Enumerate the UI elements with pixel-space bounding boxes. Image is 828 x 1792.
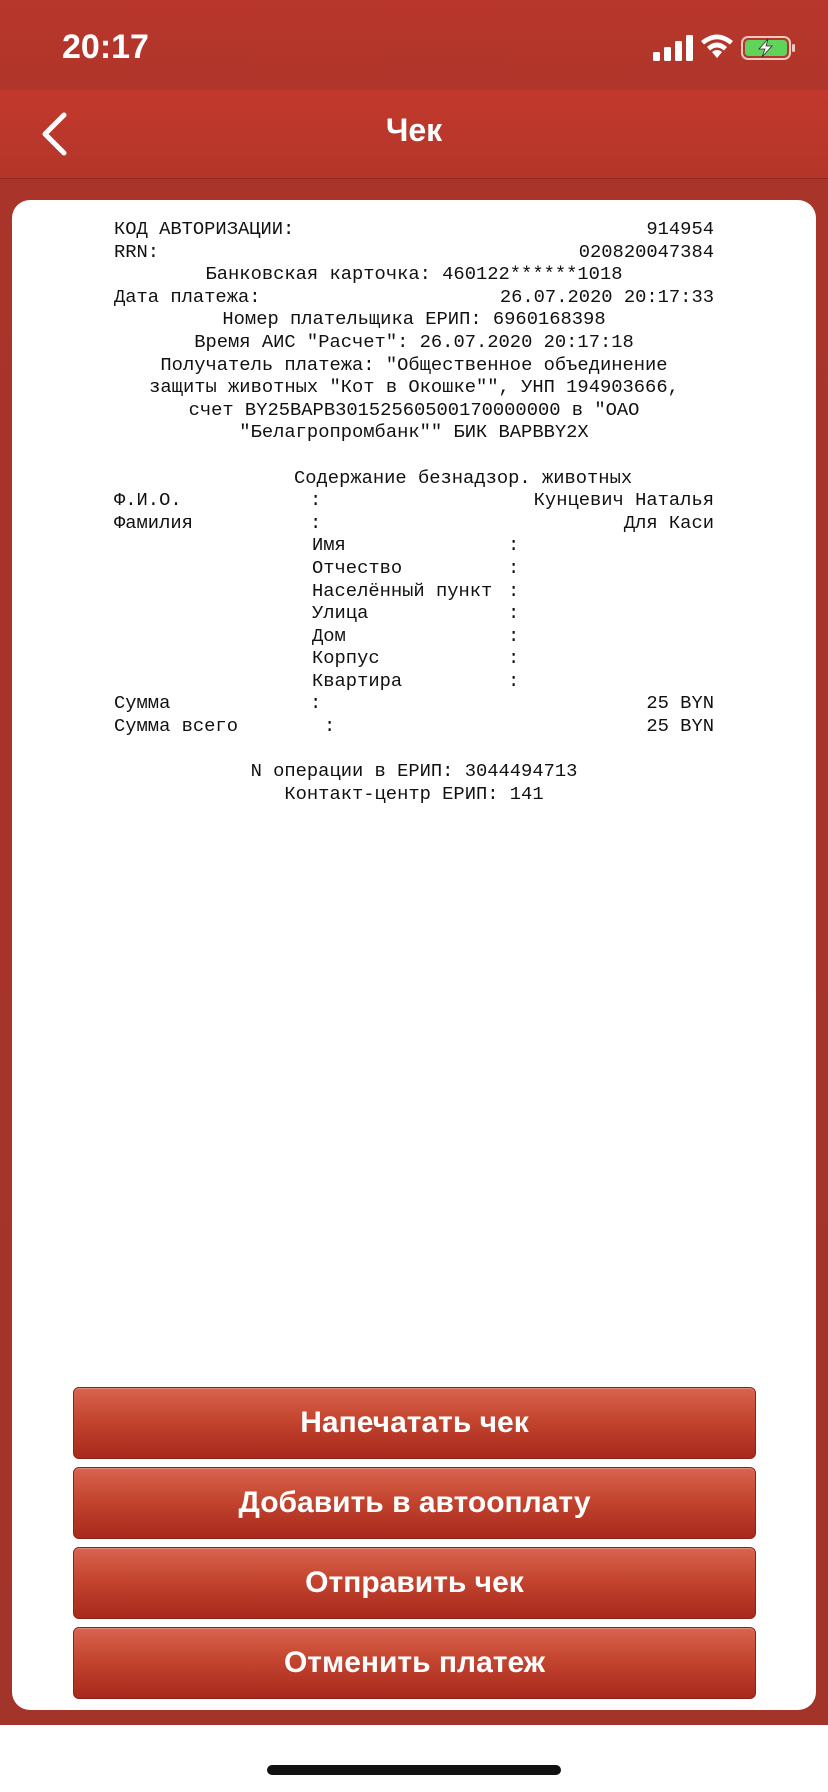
receipt-address-field: Корпус : (312, 647, 520, 670)
receipt-ais-time: Время АИС "Расчет": 26.07.2020 20:17:18 (194, 330, 634, 353)
receipt-text (114, 218, 714, 805)
battery-charging-icon (741, 36, 797, 60)
receipt-sum: Сумма : 25 BYN (114, 692, 714, 715)
status-bar (0, 0, 828, 100)
receipt-service: Содержание безнадзор. животных (294, 466, 633, 489)
send-receipt-button[interactable]: Отправить чек (73, 1547, 756, 1619)
wifi-icon (700, 34, 734, 60)
receipt-fio: Ф.И.О. : Кунцевич Наталья (114, 489, 714, 512)
receipt-address-field: Населённый пункт : (312, 579, 520, 602)
receipt-recipient-line: Получатель платежа: "Общественное объединение (160, 353, 668, 376)
receipt-recipient-line: защиты животных "Кот в Окошке"", УНП 194903666, (149, 376, 679, 399)
receipt-address-field: Улица : (312, 602, 520, 625)
add-autopay-button[interactable]: Добавить в автооплату (73, 1467, 756, 1539)
print-receipt-button[interactable]: Напечатать чек (73, 1387, 756, 1459)
receipt-address-field: Квартира : (312, 669, 520, 692)
receipt-spacer (114, 444, 714, 467)
page-title: Чек (385, 112, 443, 148)
receipt-spacer (114, 738, 714, 761)
receipt-address-field: Дом : (312, 624, 520, 647)
navigation-bar (0, 90, 828, 179)
receipt-surname: Фамилия : Для Каси (114, 511, 714, 534)
receipt-rrn: RRN: 020820047384 (114, 240, 714, 263)
status-time: 20:17 (62, 28, 149, 66)
receipt-card-number: Банковская карточка: 460122******1018 (205, 263, 623, 286)
receipt-contact-center: Контакт-центр ЕРИП: 141 (284, 782, 544, 805)
receipt-address-field: Отчество : (312, 556, 520, 579)
receipt-payer-number: Номер плательщика ЕРИП: 6960168398 (222, 308, 606, 331)
home-indicator[interactable] (267, 1765, 561, 1775)
receipt-recipient-line: счет BY25BAPB30152560500170000000 в "ОАО (188, 398, 640, 421)
cellular-signal-icon (653, 35, 697, 61)
receipt-auth-code: КОД АВТОРИЗАЦИИ: 914954 (114, 218, 714, 240)
receipt-recipient-line: "Белагропромбанк"" БИК BAPBBY2X (239, 421, 589, 444)
cancel-payment-button[interactable]: Отменить платеж (73, 1627, 756, 1699)
receipt-sum-total: Сумма всего : 25 BYN (114, 715, 714, 738)
receipt-payment-date: Дата платежа: 26.07.2020 20:17:33 (114, 285, 714, 308)
receipt-operation-number: N операции в ЕРИП: 3044494713 (250, 760, 578, 783)
receipt-address-field: Имя : (312, 534, 520, 557)
